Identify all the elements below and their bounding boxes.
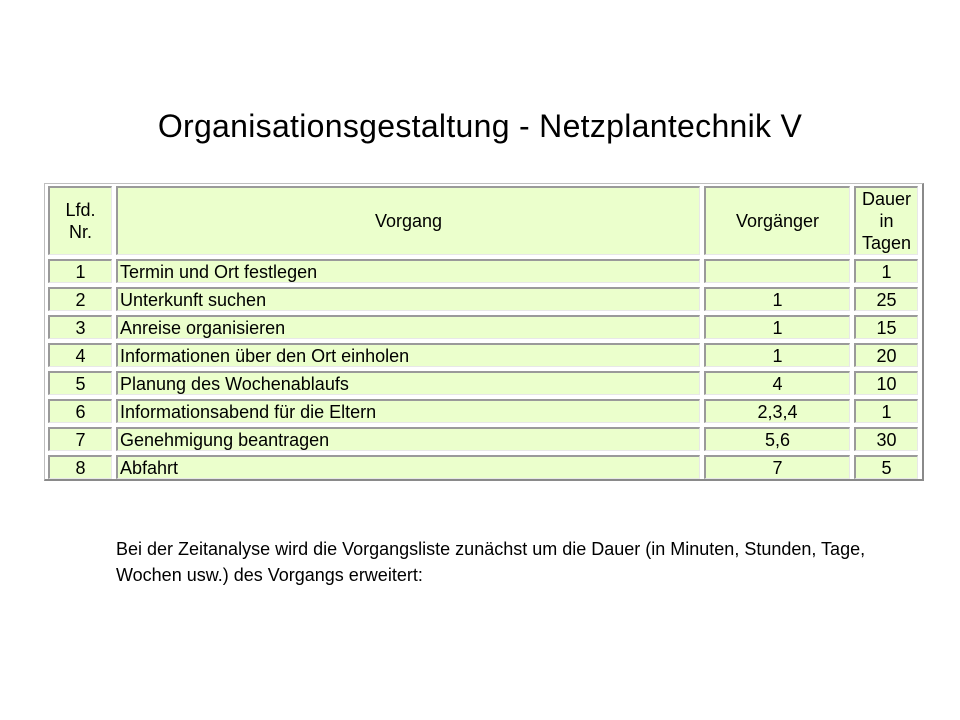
vorgangsliste-table-frame bbox=[44, 183, 924, 481]
header-lfd-nr bbox=[48, 186, 112, 255]
slide-title: Organisationsgestaltung - Netzplantechnik V bbox=[157, 108, 803, 144]
cell-dauer: 5 bbox=[854, 455, 918, 479]
cell-vorgang: Anreise organisieren bbox=[116, 315, 700, 339]
cell-vorgaenger: 1 bbox=[704, 315, 850, 339]
cell-vorgang: Abfahrt bbox=[116, 455, 700, 479]
cell-lfd-nr: 2 bbox=[48, 287, 112, 311]
cell-dauer: 15 bbox=[854, 315, 918, 339]
table-row bbox=[48, 455, 918, 479]
table-row bbox=[48, 343, 918, 367]
header-dauer bbox=[854, 186, 918, 255]
cell-vorgang: Informationen über den Ort einholen bbox=[116, 343, 700, 367]
cell-lfd-nr: 7 bbox=[48, 427, 112, 451]
table-row bbox=[48, 399, 918, 423]
table-row bbox=[48, 315, 918, 339]
explanation-text: Bei der Zeitanalyse wird die Vorgangsliste zunächst um die Dauer (in Minuten, Stunden, Tage, Wochen usw.) des Vorgangs erweitert: bbox=[116, 539, 866, 585]
cell-vorgang: Termin und Ort festlegen bbox=[116, 259, 700, 283]
table-row bbox=[48, 427, 918, 451]
cell-lfd-nr: 4 bbox=[48, 343, 112, 367]
header-vorgang: Vorgang bbox=[116, 186, 700, 255]
cell-lfd-nr: 6 bbox=[48, 399, 112, 423]
cell-vorgaenger: 1 bbox=[704, 343, 850, 367]
header-dauer-line: in bbox=[879, 211, 894, 231]
cell-vorgaenger bbox=[704, 259, 850, 283]
cell-lfd-nr: 1 bbox=[48, 259, 112, 283]
cell-dauer: 30 bbox=[854, 427, 918, 451]
cell-vorgaenger: 7 bbox=[704, 455, 850, 479]
cell-dauer: 20 bbox=[854, 343, 918, 367]
cell-vorgaenger: 4 bbox=[704, 371, 850, 395]
cell-vorgang: Genehmigung beantragen bbox=[116, 427, 700, 451]
cell-vorgaenger: 2,3,4 bbox=[704, 399, 850, 423]
cell-lfd-nr: 3 bbox=[48, 315, 112, 339]
cell-vorgaenger: 1 bbox=[704, 287, 850, 311]
cell-dauer: 10 bbox=[854, 371, 918, 395]
cell-lfd-nr: 5 bbox=[48, 371, 112, 395]
table-row bbox=[48, 371, 918, 395]
table-header-row bbox=[48, 186, 918, 255]
table-row bbox=[48, 287, 918, 311]
header-dauer-line: Dauer bbox=[861, 189, 912, 209]
cell-vorgaenger: 5,6 bbox=[704, 427, 850, 451]
cell-vorgang: Planung des Wochenablaufs bbox=[116, 371, 700, 395]
cell-dauer: 25 bbox=[854, 287, 918, 311]
header-lfd-nr-line: Nr. bbox=[68, 222, 92, 242]
cell-vorgang: Unterkunft suchen bbox=[116, 287, 700, 311]
table-row bbox=[48, 259, 918, 283]
cell-lfd-nr: 8 bbox=[48, 455, 112, 479]
vorgangsliste-table bbox=[44, 182, 922, 483]
cell-dauer: 1 bbox=[854, 399, 918, 423]
header-dauer-line: Tagen bbox=[861, 233, 912, 253]
cell-dauer: 1 bbox=[854, 259, 918, 283]
header-lfd-nr-line: Lfd. bbox=[65, 200, 96, 220]
header-vorgaenger: Vorgänger bbox=[704, 186, 850, 255]
cell-vorgang: Informationsabend für die Eltern bbox=[116, 399, 700, 423]
